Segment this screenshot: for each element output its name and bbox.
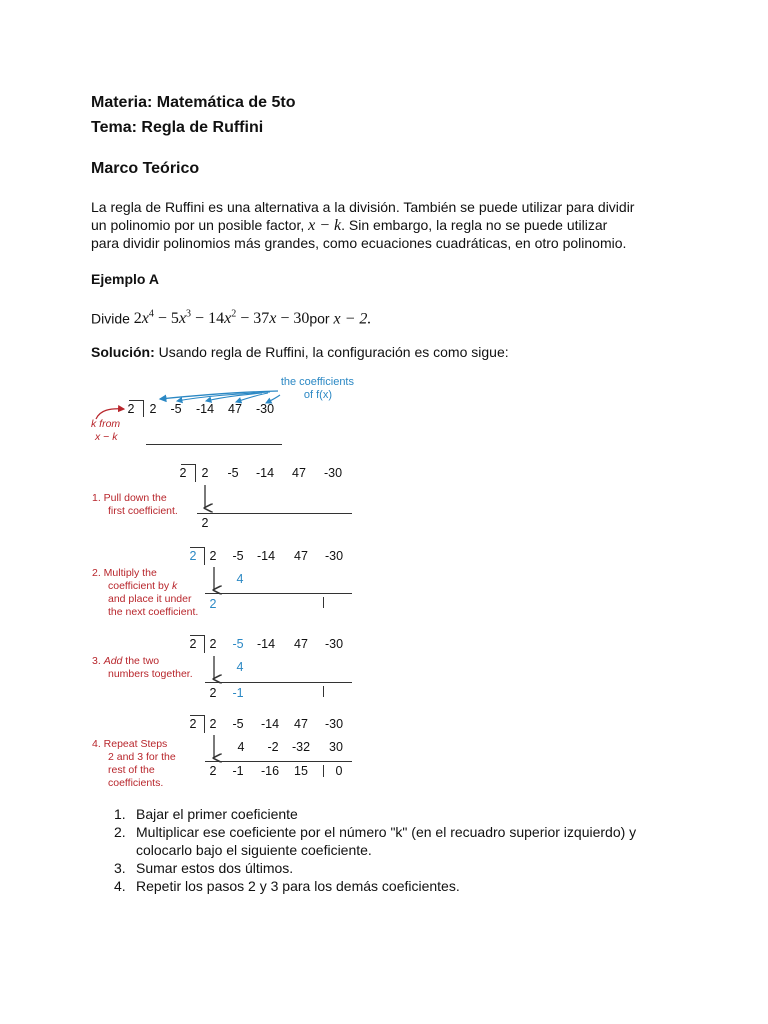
setup-coeff: -5 (170, 402, 182, 416)
step4-result: 15 (294, 764, 308, 778)
step4-product: 4 (237, 740, 245, 754)
step4-label: 4. Repeat Steps 2 and 3 for the rest of the coefficients. (92, 738, 176, 789)
step3-result: 2 (209, 686, 217, 700)
step4-coeff: -14 (260, 717, 280, 731)
setup-coeff: -14 (195, 402, 215, 416)
step3-coeff: 47 (294, 637, 308, 651)
step4-coeff: -30 (324, 717, 344, 731)
topic-heading: Tema: Regla de Ruffini (91, 119, 264, 136)
step4-product: -2 (267, 740, 279, 754)
step1-coeff: -30 (323, 466, 343, 480)
step4-result-line (205, 761, 352, 762)
intro-line-3: para dividir polinomios más grandes, como ecuaciones cuadráticas, en otro polinomio. (91, 235, 627, 251)
step2-result-line (205, 593, 352, 594)
step1-coeff: -5 (227, 466, 239, 480)
polynomial-math: $2x^4 - 5x^3 - 14x^2 - 37x - 30$ (133, 309, 310, 328)
list-item: 1. Bajar el primer coeficiente (114, 806, 298, 822)
step3-result: -1 (232, 686, 244, 700)
step1-result: 2 (201, 516, 209, 530)
step2-k: 2 (189, 549, 197, 563)
step2-coeff: -30 (324, 549, 344, 563)
step3-label: 3. Add the two numbers together. (92, 655, 193, 680)
step2-result: 2 (209, 597, 217, 611)
step1-coeff: 2 (201, 466, 209, 480)
k-annotation: k from x − k (91, 418, 121, 443)
setup-coeff: 47 (228, 402, 242, 416)
step3-result-line (205, 682, 352, 683)
step4-product: 30 (329, 740, 343, 754)
list-item: 2. Multiplicar ese coeficiente por el número "k" (en el recuadro superior izquierdo) y colocarlo bajo el siguiente coeficiente. (114, 824, 637, 858)
intro-line-1: La regla de Ruffini es una alternativa a la división. También se puede utilizar para dividir (91, 199, 635, 215)
step1-label: 1. Pull down the first coefficient. (92, 492, 178, 517)
step4-result: -16 (260, 764, 280, 778)
step3-product: 4 (236, 660, 244, 674)
solution-line: Solución: Usando regla de Ruffini, la configuración es como sigue: (91, 344, 509, 360)
step1-coeff: -14 (255, 466, 275, 480)
step3-k: 2 (189, 637, 197, 651)
setup-coeff: 2 (149, 402, 157, 416)
step1-result-line (197, 513, 352, 514)
example-title: Ejemplo A (91, 271, 159, 287)
steps-list (92, 805, 732, 895)
factor-math: x − k (308, 217, 342, 234)
step4-product: -32 (291, 740, 311, 754)
step1-coeff: 47 (292, 466, 306, 480)
step4-k: 2 (189, 717, 197, 731)
step4-coeff: 47 (294, 717, 308, 731)
step3-coeff: -14 (256, 637, 276, 651)
step3-sum-coeff: -5 (232, 637, 244, 651)
step2-product: 4 (236, 572, 244, 586)
step4-coeff: -5 (232, 717, 244, 731)
step4-coeff: 2 (209, 717, 217, 731)
coefficients-annotation: the coefficients of f(x) (280, 376, 354, 401)
step2-coeff: -5 (232, 549, 244, 563)
list-item: 3. Sumar estos dos últimos. (114, 860, 294, 876)
example-statement: Divide $2x^4 - 5x^3 - 14x^2 - 37x - 30por$ x − 2. (91, 309, 372, 328)
step2-coeff: 2 (209, 549, 217, 563)
list-item: 4. Repetir los pasos 2 y 3 para los demás coeficientes. (114, 878, 460, 894)
step3-coeff: -30 (324, 637, 344, 651)
divisor-math: x − 2. (333, 310, 372, 328)
subject-heading: Materia: Matemática de 5to (91, 94, 296, 111)
setup-k: 2 (127, 402, 135, 416)
step2-coeff: -14 (256, 549, 276, 563)
step4-result: 2 (209, 764, 217, 778)
step2-coeff: 47 (294, 549, 308, 563)
setup-coeff: -30 (255, 402, 275, 416)
setup-result-line (146, 444, 282, 445)
step2-label: 2. Multiply the coefficient by k and place it under the next coefficient. (92, 567, 199, 618)
section-title: Marco Teórico (91, 160, 200, 177)
step4-result: -1 (232, 764, 244, 778)
step3-coeff: 2 (209, 637, 217, 651)
step4-remainder: 0 (335, 764, 343, 778)
solution-label: Solución: (91, 344, 155, 360)
intro-line-2: un polinomio por un posible factor, x − k. Sin embargo, la regla no se puede utilizar (91, 217, 608, 234)
step1-k: 2 (179, 466, 187, 480)
